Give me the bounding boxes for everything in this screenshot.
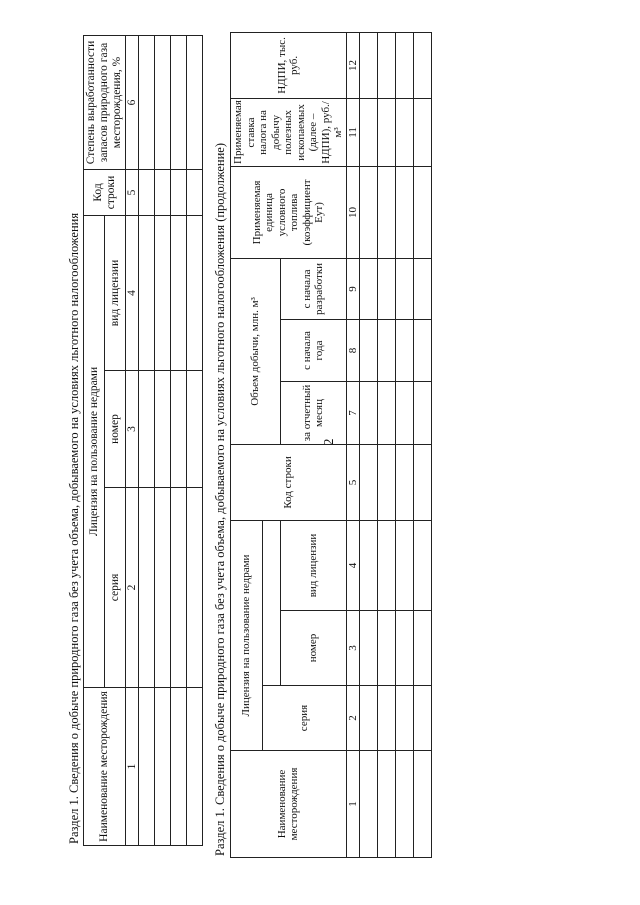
column-number: 5: [346, 444, 360, 520]
table-cell[interactable]: [139, 169, 155, 215]
table-cell[interactable]: [187, 215, 203, 370]
table-cell[interactable]: [360, 319, 378, 381]
table-row: [155, 35, 171, 845]
table-row: [414, 32, 432, 857]
table-cell[interactable]: [396, 98, 414, 166]
header-vol-month: за отчетный месяц: [280, 381, 346, 444]
header-series: серия: [263, 686, 347, 751]
table-cell[interactable]: [360, 686, 378, 751]
table-cell[interactable]: [139, 35, 155, 169]
header-license-group: Лицензия на пользование недрами: [84, 215, 105, 687]
table-cell[interactable]: [171, 371, 187, 488]
table-row: [187, 35, 203, 845]
column-number: 5: [126, 169, 139, 215]
header-license-type: вид лицензии: [280, 520, 346, 610]
table-cell[interactable]: [155, 688, 171, 846]
table-cell[interactable]: [414, 319, 432, 381]
column-number: 12: [346, 32, 360, 98]
table-cell[interactable]: [378, 166, 396, 258]
header-vol-year: с начала года: [280, 319, 346, 381]
section-1-continued-table: [230, 32, 432, 858]
column-number-row: [346, 32, 360, 857]
header-fuel-unit: Применяемая единица условного топлива (коэффициент Еут): [231, 166, 347, 258]
table-cell[interactable]: [414, 258, 432, 319]
table-cell[interactable]: [187, 169, 203, 215]
table-cell[interactable]: [396, 381, 414, 444]
table-cell[interactable]: [396, 444, 414, 520]
column-number: 8: [346, 319, 360, 381]
table-cell[interactable]: [396, 686, 414, 751]
column-number: 6: [126, 35, 139, 169]
table-cell[interactable]: [414, 98, 432, 166]
section-1-title: Раздел 1. Сведения о добыче природного газа без учета объема, добываемого на условиях льготного налогообложения: [67, 212, 81, 844]
table-cell[interactable]: [171, 169, 187, 215]
table-cell[interactable]: [378, 751, 396, 858]
table-cell[interactable]: [378, 520, 396, 610]
table-cell[interactable]: [139, 488, 155, 688]
table-row: [396, 32, 414, 857]
table-cell[interactable]: [378, 444, 396, 520]
table-cell[interactable]: [360, 166, 378, 258]
table-row: [139, 35, 155, 845]
header-volume-group: Объем добычи, млн. м³: [231, 258, 281, 444]
table-cell[interactable]: [360, 32, 378, 98]
table-row: [171, 35, 187, 845]
header-series: серия: [105, 488, 126, 688]
header-tax-rate: Применяемая ставка налога на добычу полезных ископаемых (далее – НДПИ), руб./ м³: [231, 98, 347, 166]
table-cell[interactable]: [378, 32, 396, 98]
table-cell[interactable]: [414, 520, 432, 610]
table-cell[interactable]: [396, 520, 414, 610]
header-row-code: Код строки: [231, 444, 347, 520]
column-number: 7: [346, 381, 360, 444]
table-row: [360, 32, 378, 857]
column-number: 3: [346, 611, 360, 686]
table-cell[interactable]: [155, 169, 171, 215]
table-cell[interactable]: [360, 611, 378, 686]
column-number: 1: [126, 688, 139, 846]
header-row-code: Код строки: [84, 169, 126, 215]
table-cell[interactable]: [414, 444, 432, 520]
table-cell[interactable]: [378, 98, 396, 166]
table-cell[interactable]: [360, 444, 378, 520]
header-license-group: Лицензия на пользование недрами: [231, 520, 263, 750]
section-1-continued-title: Раздел 1. Сведения о добыче природного газа без учета объема, добываемого на условиях льготного налогообложения (продолжение): [213, 143, 227, 856]
table-cell[interactable]: [414, 611, 432, 686]
table-cell[interactable]: [360, 98, 378, 166]
table-cell[interactable]: [396, 611, 414, 686]
table-cell[interactable]: [378, 258, 396, 319]
header-deposit: Наименование месторождения: [231, 751, 347, 858]
table-cell[interactable]: [360, 751, 378, 858]
header-ndpi: НДПИ, тыс. руб.: [231, 32, 347, 98]
table-cell[interactable]: [139, 215, 155, 370]
column-number: 3: [126, 371, 139, 488]
table-cell[interactable]: [396, 32, 414, 98]
header-number: номер: [280, 611, 346, 686]
section-1-table: [83, 35, 203, 846]
header-deposit: Наименование месторождения: [84, 688, 126, 846]
table-cell[interactable]: [187, 35, 203, 169]
section-1-continued: [212, 33, 432, 858]
table-cell[interactable]: [360, 258, 378, 319]
table-cell[interactable]: [360, 520, 378, 610]
table-cell[interactable]: [360, 381, 378, 444]
section-1: [66, 36, 196, 846]
table-cell[interactable]: [414, 381, 432, 444]
table-cell[interactable]: [414, 32, 432, 98]
header-subgroup-empty: [263, 520, 281, 685]
table-cell[interactable]: [414, 686, 432, 751]
column-number: 10: [346, 166, 360, 258]
table-cell[interactable]: [155, 488, 171, 688]
table-cell[interactable]: [171, 688, 187, 846]
table-cell[interactable]: [378, 611, 396, 686]
column-number: 9: [346, 258, 360, 319]
column-number: 2: [126, 488, 139, 688]
table-cell[interactable]: [378, 381, 396, 444]
header-license-type: вид лицензии: [105, 215, 126, 370]
column-number: 11: [346, 98, 360, 166]
column-number: 4: [346, 520, 360, 610]
page-number: 2: [322, 438, 337, 446]
table-cell[interactable]: [139, 688, 155, 846]
table-cell[interactable]: [187, 488, 203, 688]
table-cell[interactable]: [396, 258, 414, 319]
table-cell[interactable]: [378, 319, 396, 381]
table-cell[interactable]: [155, 371, 171, 488]
header-vol-dev: с начала разработки: [280, 258, 346, 319]
table-cell[interactable]: [414, 166, 432, 258]
table-cell[interactable]: [396, 166, 414, 258]
column-number: 2: [346, 686, 360, 751]
column-number: 1: [346, 751, 360, 858]
table-cell[interactable]: [155, 35, 171, 169]
table-cell[interactable]: [171, 35, 187, 169]
column-number: 4: [126, 215, 139, 370]
table-cell[interactable]: [378, 686, 396, 751]
column-number-row: [126, 35, 139, 845]
table-cell[interactable]: [171, 488, 187, 688]
header-depletion: Степень выработанности запасов природного газа месторождения, %: [84, 35, 126, 169]
table-cell[interactable]: [171, 215, 187, 370]
table-cell[interactable]: [139, 371, 155, 488]
table-row: [378, 32, 396, 857]
table-cell[interactable]: [187, 371, 203, 488]
table-cell[interactable]: [396, 319, 414, 381]
table-cell[interactable]: [414, 751, 432, 858]
table-cell[interactable]: [396, 751, 414, 858]
table-cell[interactable]: [187, 688, 203, 846]
table-cell[interactable]: [155, 215, 171, 370]
header-number: номер: [105, 371, 126, 488]
